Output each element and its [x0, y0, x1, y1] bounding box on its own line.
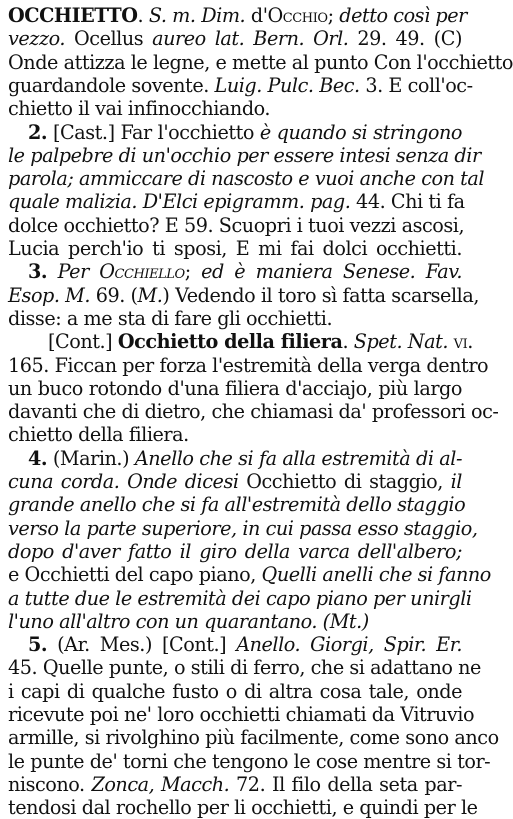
text-line	[8, 167, 485, 191]
text-line	[8, 4, 467, 27]
text-segment: (Marin.)	[47, 446, 135, 470]
text-segment: le palpebre di un'occhio per essere intesi senza dir	[8, 143, 481, 167]
text-line	[8, 237, 462, 260]
text-segment: 29. 49. (C)	[348, 27, 462, 51]
text-line	[8, 50, 513, 74]
text-line	[8, 563, 491, 587]
text-line	[28, 260, 462, 283]
text-segment: tendosi dal rochello per li occhietti, e quindi per le	[8, 796, 478, 819]
text-segment: 3.	[28, 260, 48, 284]
text-line	[8, 143, 481, 167]
text-segment: Per	[57, 260, 89, 284]
text-line	[8, 400, 499, 424]
text-segment: 3. E coll'oc-	[359, 73, 473, 97]
text-segment: Lucia perch'io ti sposi, E mi fai dolci occhietti.	[8, 237, 462, 260]
text-segment: M.	[137, 283, 163, 307]
text-line	[48, 330, 473, 354]
text-line	[8, 423, 462, 446]
text-segment: le punte de' torni che tengono le cose mentre si tor-	[8, 749, 491, 773]
text-segment: ricevute poi ne' loro occhietti chiamati da Vitruvio	[8, 703, 475, 726]
text-line	[8, 213, 465, 237]
text-segment: niscono.	[8, 772, 92, 796]
text-segment: .	[137, 4, 149, 27]
text-segment: davanti che di dietro, che chiamasi da' professori oc-	[8, 400, 499, 424]
text-segment: 72. Il filo della seta par-	[229, 772, 463, 796]
text-segment	[89, 260, 99, 283]
text-line	[8, 470, 462, 493]
text-segment: [Cont.]	[48, 330, 118, 354]
text-segment: Quelli anelli che si fanno	[261, 563, 491, 587]
text-segment: Ocellus	[65, 27, 153, 51]
text-line	[8, 773, 462, 796]
text-segment: è quando si stringono	[259, 120, 462, 144]
text-segment: 4.	[28, 446, 48, 470]
text-segment: Occhietto di staggio,	[238, 470, 451, 493]
text-line	[8, 749, 491, 773]
text-line	[8, 726, 499, 750]
text-segment: 45. Quelle punte, o stili di ferro, che si adattano ne	[8, 656, 481, 680]
text-segment: disse: a me sta di fare gli occhietti.	[8, 306, 333, 330]
text-segment: verso la parte superiore, in cui passa esso staggio,	[8, 516, 478, 540]
text-segment: cuna corda. Onde dicesi	[8, 470, 239, 493]
text-segment: Spet. Nat.	[353, 330, 448, 354]
text-segment: ;	[327, 4, 340, 27]
text-segment: detto così per	[339, 4, 467, 27]
text-segment: Occhiello	[99, 260, 185, 284]
text-segment: 165. Ficcan per forza l'estremità della verga dentro	[8, 353, 489, 377]
text-line	[8, 493, 466, 517]
text-segment: ) Vedendo il toro sì fatta scarsella,	[162, 283, 479, 307]
text-segment: 69. (	[90, 283, 138, 307]
text-line	[8, 516, 478, 540]
text-line	[8, 586, 472, 610]
text-line	[8, 283, 479, 307]
text-segment: chietto della filiera.	[8, 423, 189, 447]
text-line	[8, 540, 462, 563]
text-line	[28, 121, 462, 144]
text-segment: ;	[184, 260, 202, 284]
text-segment: aureo lat. Bern. Orl.	[152, 27, 349, 51]
text-segment: i capi di qualche fusto o di altra cosa tale, onde	[8, 679, 462, 703]
text-line	[8, 27, 462, 50]
text-line	[8, 353, 489, 377]
text-segment: ed è maniera Senese. Fav.	[201, 260, 463, 284]
text-segment: armille, si rivolghino più facilmente, come sono anco	[8, 726, 499, 750]
text-line	[8, 796, 478, 819]
text-segment: Anello. Giorgi, Spir. Er.	[236, 633, 462, 657]
text-segment: Occhio	[267, 4, 328, 27]
text-segment: 44. Chi ti fa	[350, 190, 465, 214]
text-segment: chietto il vai infinocchiando.	[8, 97, 271, 121]
text-line	[8, 656, 481, 680]
text-segment: Occhietto della filiera	[117, 330, 343, 354]
text-segment: OCCHIETTO	[8, 4, 138, 27]
text-line	[28, 447, 462, 470]
text-segment: 5.	[28, 633, 48, 657]
text-line	[28, 633, 462, 656]
text-segment: grande anello che si fa all'estremità dello staggio	[8, 493, 466, 517]
text-segment: dopo d'aver fatto il giro della varca dell'albero;	[8, 539, 462, 563]
text-segment: d'	[250, 4, 268, 27]
text-segment: S. m. Dim.	[148, 4, 251, 27]
text-segment: Luig. Pulc. Bec.	[214, 73, 360, 97]
text-segment: a tutte due le estremità dei capo piano per unirgli	[8, 586, 472, 610]
text-segment: il	[450, 470, 462, 493]
text-segment: un buco rotondo d'una filiera d'acciajo, più largo	[8, 376, 462, 400]
text-segment: l'uno all'altro con un quarantano. (Mt.)	[8, 609, 369, 633]
text-segment: quale malizia. D'Elci epigramm. pag.	[8, 190, 351, 214]
text-segment: (Ar. Mes.) [Cont.]	[47, 633, 237, 657]
text-segment: Esop. M.	[8, 283, 91, 307]
text-line	[8, 680, 462, 703]
text-segment: 2.	[28, 120, 48, 144]
text-segment: Onde attizza le legne, e mette al punto Con l'occhietto	[8, 50, 513, 74]
text-segment: vezzo.	[8, 27, 66, 51]
text-segment	[47, 260, 57, 283]
text-segment: Zonca, Macch.	[91, 772, 230, 796]
text-segment: dolce occhietto? E 59. Scuopri i tuoi vezzi ascosi,	[8, 213, 465, 237]
text-line	[8, 377, 462, 400]
text-line	[8, 610, 462, 633]
text-segment: Anello che si fa alla estremità di al-	[134, 446, 462, 470]
text-line	[8, 190, 465, 214]
text-line	[8, 73, 473, 97]
text-segment: [Cast.] Far l'occhietto	[47, 120, 260, 144]
text-line	[8, 703, 475, 726]
text-segment: parola; ammiccare di nascosto e vuoi anche con tal	[8, 167, 485, 191]
text-segment: guardandole sovente.	[8, 73, 215, 97]
text-segment: .	[342, 330, 354, 354]
text-line	[8, 97, 462, 120]
text-segment: vi.	[453, 330, 473, 354]
text-line	[8, 307, 462, 330]
text-segment: e Occhietti del capo piano,	[8, 563, 262, 587]
